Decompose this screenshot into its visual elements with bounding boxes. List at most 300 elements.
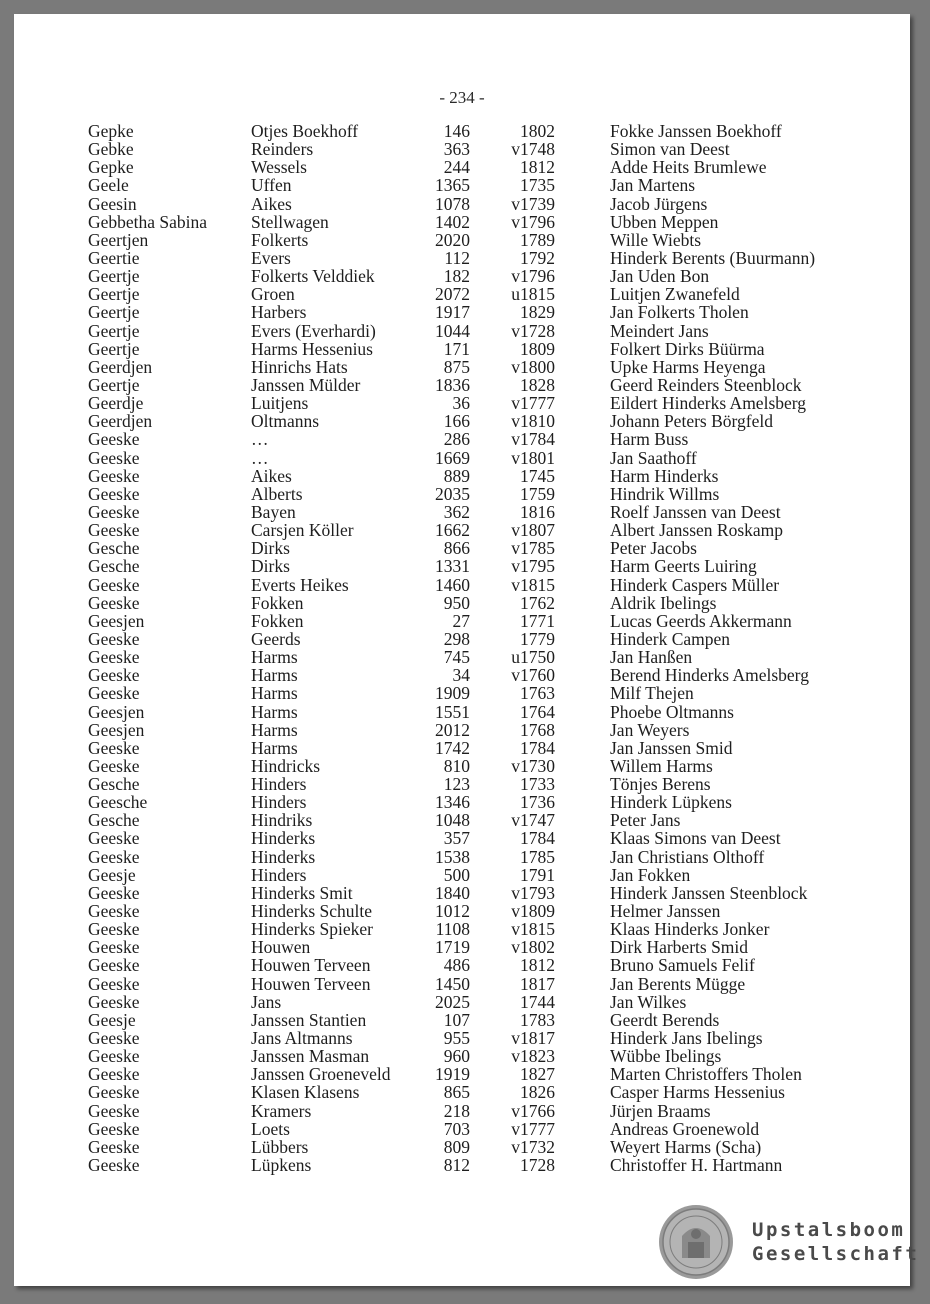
list-item [14, 539, 910, 557]
year: 1764 [520, 701, 555, 722]
entry-number: 875 [443, 356, 470, 377]
list-item [14, 430, 910, 448]
year: 1785 [520, 846, 555, 867]
brand-line-2: Gesellschaft [752, 1243, 920, 1265]
given-name: Geeske [88, 574, 140, 595]
given-name: Geeske [88, 991, 140, 1012]
given-name: Geesin [88, 193, 137, 214]
year: v1732 [511, 1136, 555, 1157]
list-item [14, 1029, 910, 1047]
given-name: Geeske [88, 592, 140, 613]
list-item [14, 449, 910, 467]
list-item [14, 376, 910, 394]
surname: Lüpkens [251, 1155, 312, 1176]
entry-number: 2072 [435, 284, 470, 305]
year: 1745 [520, 465, 555, 486]
entry-number: 112 [444, 247, 470, 268]
year: v1796 [511, 266, 555, 287]
list-item [14, 1120, 910, 1138]
given-name: Geertje [88, 302, 140, 323]
spouse-name: Roelf Janssen van Deest [610, 501, 781, 522]
entry-number: 1012 [435, 901, 470, 922]
given-name: Geeske [88, 1155, 140, 1176]
entry-number: 171 [443, 338, 470, 359]
surname: Folkerts [251, 229, 309, 250]
spouse-name: Hinderk Campen [610, 628, 731, 649]
entry-number: 703 [443, 1118, 470, 1139]
list-item [14, 1102, 910, 1120]
surname: Hindriks [251, 810, 313, 831]
year: 1768 [520, 719, 555, 740]
year: 1784 [520, 828, 555, 849]
year: 1779 [520, 628, 555, 649]
list-item [14, 503, 910, 521]
spouse-name: Geerd Reinders Steenblock [610, 374, 802, 395]
list-item [14, 467, 910, 485]
year: 1816 [520, 501, 555, 522]
surname: Harms [251, 683, 298, 704]
spouse-name: Tönjes Berens [610, 774, 711, 795]
year: v1739 [511, 193, 555, 214]
spouse-name: Hindrik Willms [610, 483, 720, 504]
spouse-name: Jan Saathoff [610, 447, 697, 468]
year: 1802 [520, 121, 555, 141]
given-name: Gesche [88, 538, 140, 559]
spouse-name: Helmer Janssen [610, 901, 721, 922]
year: 1791 [520, 864, 555, 885]
year: u1815 [511, 284, 555, 305]
surname: Lübbers [251, 1136, 309, 1157]
given-name: Gesche [88, 556, 140, 577]
given-name: Geeske [88, 973, 140, 994]
given-name: Geerdjen [88, 356, 153, 377]
surname: Harbers [251, 302, 307, 323]
list-item [14, 829, 910, 847]
surname: Fokken [251, 610, 304, 631]
year: v1766 [511, 1100, 555, 1121]
year: 1827 [520, 1064, 555, 1085]
list-item [14, 902, 910, 920]
list-item [14, 1065, 910, 1083]
list-item [14, 140, 910, 158]
society-brand [752, 1218, 919, 1266]
year: v1802 [511, 937, 555, 958]
year: v1748 [511, 139, 555, 160]
year: v1815 [511, 574, 555, 595]
entry-number: 960 [443, 1046, 470, 1067]
brand-line-1: Upstalsboom [752, 1219, 906, 1241]
spouse-name: Upke Harms Heyenga [610, 356, 766, 377]
year: 1809 [520, 338, 555, 359]
given-name: Geeske [88, 1136, 140, 1157]
surname: Evers [251, 247, 291, 268]
year: 1759 [520, 483, 555, 504]
year: v1795 [511, 556, 555, 577]
spouse-name: Berend Hinderks Amelsberg [610, 665, 809, 686]
spouse-name: Hinderk Janssen Steenblock [610, 882, 808, 903]
list-item [14, 249, 910, 267]
entry-number: 1108 [435, 919, 470, 940]
entry-number: 2012 [435, 719, 470, 740]
given-name: Gebbetha Sabina [88, 211, 208, 232]
surname: Aikes [251, 193, 292, 214]
spouse-name: Peter Jacobs [610, 538, 697, 559]
year: v1747 [511, 810, 555, 831]
spouse-name: Milf Thejen [610, 683, 694, 704]
entry-number: 1331 [435, 556, 470, 577]
entry-number: 123 [443, 774, 470, 795]
entry-number: 955 [443, 1028, 470, 1049]
entry-number: 812 [443, 1155, 470, 1176]
spouse-name: Hinderk Berents (Buurmann) [610, 247, 816, 268]
given-name: Geertje [88, 284, 140, 305]
document-page [14, 14, 920, 1286]
year: v1785 [511, 538, 555, 559]
given-name: Geesjen [88, 610, 145, 631]
year: v1730 [511, 755, 555, 776]
surname: Bayen [251, 501, 296, 522]
given-name: Geeske [88, 901, 140, 922]
entry-number: 27 [452, 610, 470, 631]
list-item [14, 485, 910, 503]
surname: Evers (Everhardi) [251, 320, 376, 341]
list-item [14, 158, 910, 176]
surname: Oltmanns [251, 411, 320, 432]
spouse-name: Simon van Deest [610, 139, 730, 160]
entry-number: 1346 [435, 792, 470, 813]
spouse-name: Hinderk Caspers Müller [610, 574, 780, 595]
given-name: Geeske [88, 683, 140, 704]
surname: Hinderks Spieker [251, 919, 373, 940]
given-name: Geeske [88, 1118, 140, 1139]
spouse-name: Adde Heits Brumlewe [610, 157, 767, 178]
entry-number: 1450 [435, 973, 470, 994]
spouse-name: Marten Christoffers Tholen [610, 1064, 802, 1085]
entry-number: 500 [443, 864, 470, 885]
surname: Janssen Masman [251, 1046, 370, 1067]
given-name: Geertie [88, 247, 140, 268]
spouse-name: Eildert Hinderks Amelsberg [610, 393, 807, 414]
given-name: Geeske [88, 501, 140, 522]
spouse-name: Jan Uden Bon [610, 266, 710, 287]
given-name: Geeske [88, 1100, 140, 1121]
list-item [14, 721, 910, 739]
surname: Jans [251, 991, 282, 1012]
list-item [14, 666, 910, 684]
year: 1784 [520, 737, 555, 758]
given-name: Gesche [88, 810, 140, 831]
entry-number: 34 [452, 665, 470, 686]
year: u1750 [511, 647, 555, 668]
given-name: Geeske [88, 520, 140, 541]
year: v1777 [511, 1118, 555, 1139]
entry-number: 1078 [435, 193, 470, 214]
entry-number: 950 [443, 592, 470, 613]
year: 1792 [520, 247, 555, 268]
surname: Janssen Mülder [251, 374, 361, 395]
year: 1828 [520, 374, 555, 395]
given-name: Geeske [88, 1064, 140, 1085]
spouse-name: Harm Geerts Luiring [610, 556, 757, 577]
given-name: Geeske [88, 647, 140, 668]
given-name: Geeske [88, 737, 140, 758]
given-name: Geeske [88, 1082, 140, 1103]
surname: Harms [251, 737, 298, 758]
surname: Harms [251, 719, 298, 740]
surname: Loets [251, 1118, 290, 1139]
entry-number: 286 [443, 429, 470, 450]
surname: Groen [251, 284, 295, 305]
entry-number: 486 [443, 955, 470, 976]
entry-number: 1402 [435, 211, 470, 232]
year: v1815 [511, 919, 555, 940]
spouse-name: Harm Hinderks [610, 465, 719, 486]
list-item [14, 176, 910, 194]
entry-number: 1365 [435, 175, 470, 196]
given-name: Geeske [88, 1046, 140, 1067]
year: v1796 [511, 211, 555, 232]
spouse-name: Wille Wiebts [610, 229, 702, 250]
list-item [14, 938, 910, 956]
surname: Everts Heikes [251, 574, 349, 595]
entry-number: 1538 [435, 846, 470, 867]
spouse-name: Christoffer H. Hartmann [610, 1155, 783, 1176]
spouse-name: Hinderk Jans Ibelings [610, 1028, 763, 1049]
spouse-name: Lucas Geerds Akkermann [610, 610, 792, 631]
spouse-name: Jan Christians Olthoff [610, 846, 765, 867]
spouse-name: Meindert Jans [610, 320, 709, 341]
list-item [14, 1156, 910, 1174]
given-name: Geerdje [88, 393, 144, 414]
surname: Hinderks [251, 846, 316, 867]
entry-number: 810 [443, 755, 470, 776]
list-item [14, 285, 910, 303]
year: v1817 [511, 1028, 555, 1049]
surname: Hinrichs Hats [251, 356, 348, 377]
given-name: Geertje [88, 320, 140, 341]
list-item [14, 195, 910, 213]
surname: Jans Altmanns [251, 1028, 353, 1049]
list-item [14, 213, 910, 231]
spouse-name: Fokke Janssen Boekhoff [610, 121, 782, 141]
surname: Klasen Klasens [251, 1082, 360, 1103]
spouse-name: Jan Weyers [610, 719, 690, 740]
spouse-name: Jürjen Braams [610, 1100, 711, 1121]
surname: Hindricks [251, 755, 321, 776]
entry-number: 298 [443, 628, 470, 649]
spouse-name: Weyert Harms (Scha) [610, 1136, 762, 1157]
spouse-name: Andreas Groenewold [610, 1118, 760, 1139]
list-item [14, 975, 910, 993]
given-name: Geeske [88, 665, 140, 686]
entry-number: 244 [443, 157, 470, 178]
given-name: Geertje [88, 374, 140, 395]
list-item [14, 793, 910, 811]
spouse-name: Klaas Simons van Deest [610, 828, 781, 849]
surname: Otjes Boekhoff [251, 121, 359, 141]
list-item [14, 866, 910, 884]
spouse-name: Jan Janssen Smid [610, 737, 733, 758]
entry-number: 2025 [435, 991, 470, 1012]
surname: Luitjens [251, 393, 309, 414]
list-item [14, 739, 910, 757]
list-item [14, 322, 910, 340]
spouse-name: Jan Wilkes [610, 991, 687, 1012]
list-item [14, 811, 910, 829]
surname: Stellwagen [251, 211, 329, 232]
surname: Folkerts Velddiek [251, 266, 375, 287]
list-item [14, 394, 910, 412]
year: 1744 [520, 991, 555, 1012]
year: v1801 [511, 447, 555, 468]
given-name: Gesche [88, 774, 140, 795]
given-name: Geeske [88, 465, 140, 486]
surname: Hinderks [251, 828, 316, 849]
list-item [14, 521, 910, 539]
list-item [14, 557, 910, 575]
year: v1823 [511, 1046, 555, 1067]
spouse-name: Bruno Samuels Felif [610, 955, 755, 976]
year: v1777 [511, 393, 555, 414]
surname: Dirks [251, 556, 290, 577]
given-name: Geeske [88, 755, 140, 776]
page-number: - 234 - [439, 88, 485, 107]
surname: Dirks [251, 538, 290, 559]
surname: … [251, 429, 269, 450]
entry-number: 745 [443, 647, 470, 668]
entry-number: 182 [443, 266, 470, 287]
spouse-name: Jan Berents Mügge [610, 973, 746, 994]
given-name: Gepke [88, 157, 134, 178]
year: v1807 [511, 520, 555, 541]
given-name: Geeske [88, 447, 140, 468]
surname: Hinders [251, 774, 307, 795]
given-name: Geeske [88, 628, 140, 649]
entry-number: 1917 [435, 302, 470, 323]
spouse-name: Jan Martens [610, 175, 696, 196]
spouse-name: Geerdt Berends [610, 1009, 720, 1030]
given-name: Geertje [88, 266, 140, 287]
given-name: Geele [88, 175, 129, 196]
given-name: Gepke [88, 121, 134, 141]
entry-number: 1048 [435, 810, 470, 831]
surname: Harms Hessenius [251, 338, 373, 359]
given-name: Geertje [88, 338, 140, 359]
surname: Houwen Terveen [251, 955, 371, 976]
surname: Geerds [251, 628, 301, 649]
entry-number: 1719 [435, 937, 470, 958]
given-name: Geeske [88, 429, 140, 450]
entry-number: 866 [443, 538, 470, 559]
list-item [14, 757, 910, 775]
entry-number: 362 [443, 501, 470, 522]
entry-number: 218 [443, 1100, 470, 1121]
list-item [14, 775, 910, 793]
given-name: Geesche [88, 792, 148, 813]
list-item [14, 1011, 910, 1029]
given-name: Geeske [88, 483, 140, 504]
spouse-name: Ubben Meppen [610, 211, 719, 232]
surname: Reinders [251, 139, 314, 160]
list-item [14, 1047, 910, 1065]
spouse-name: Hinderk Lüpkens [610, 792, 732, 813]
list-item [14, 412, 910, 430]
entry-number: 865 [443, 1082, 470, 1103]
entry-number: 1669 [435, 447, 470, 468]
surname: Houwen Terveen [251, 973, 371, 994]
given-name: Geeske [88, 846, 140, 867]
surname: Harms [251, 647, 298, 668]
surname: Harms [251, 665, 298, 686]
year: v1810 [511, 411, 555, 432]
entry-number: 1836 [435, 374, 470, 395]
entry-number: 1460 [435, 574, 470, 595]
spouse-name: Dirk Harberts Smid [610, 937, 749, 958]
entry-number: 2035 [435, 483, 470, 504]
seal-icon [658, 1204, 734, 1280]
year: 1728 [520, 1155, 555, 1176]
given-name: Geeske [88, 919, 140, 940]
surname: Hinders [251, 792, 307, 813]
given-name: Geeske [88, 937, 140, 958]
spouse-name: Luitjen Zwanefeld [610, 284, 740, 305]
entry-number: 889 [443, 465, 470, 486]
surname: Harms [251, 701, 298, 722]
given-name: Geesjen [88, 719, 145, 740]
surname: Kramers [251, 1100, 312, 1121]
entry-number: 36 [452, 393, 470, 414]
spouse-name: Peter Jans [610, 810, 681, 831]
given-name: Geesjen [88, 701, 145, 722]
entry-number: 1909 [435, 683, 470, 704]
spouse-name: Jan Folkerts Tholen [610, 302, 749, 323]
spouse-name: Harm Buss [610, 429, 689, 450]
entry-number: 1919 [435, 1064, 470, 1085]
entry-number: 107 [443, 1009, 470, 1030]
spouse-name: Casper Harms Hessenius [610, 1082, 785, 1103]
surname: Hinderks Smit [251, 882, 353, 903]
year: v1793 [511, 882, 555, 903]
entry-number: 363 [443, 139, 470, 160]
entry-number: 1044 [435, 320, 470, 341]
given-name: Geeske [88, 1028, 140, 1049]
entry-number: 357 [443, 828, 470, 849]
given-name: Geerdjen [88, 411, 153, 432]
spouse-name: Johann Peters Börgfeld [610, 411, 773, 432]
entry-number: 1742 [435, 737, 470, 758]
list-item [14, 920, 910, 938]
year: 1812 [520, 157, 555, 178]
list-item [14, 358, 910, 376]
surname: Janssen Groeneveld [251, 1064, 391, 1085]
list-item [14, 1138, 910, 1156]
year: 1812 [520, 955, 555, 976]
list-item [14, 648, 910, 666]
given-name: Geesje [88, 1009, 136, 1030]
entry-number: 1840 [435, 882, 470, 903]
year: v1728 [511, 320, 555, 341]
given-name: Geertjen [88, 229, 149, 250]
list-item [14, 684, 910, 702]
list-item [14, 267, 910, 285]
surname: Aikes [251, 465, 292, 486]
list-item [14, 594, 910, 612]
year: 1826 [520, 1082, 555, 1103]
spouse-name: Jan Fokken [610, 864, 691, 885]
year: 1783 [520, 1009, 555, 1030]
list-item [14, 956, 910, 974]
year: v1809 [511, 901, 555, 922]
